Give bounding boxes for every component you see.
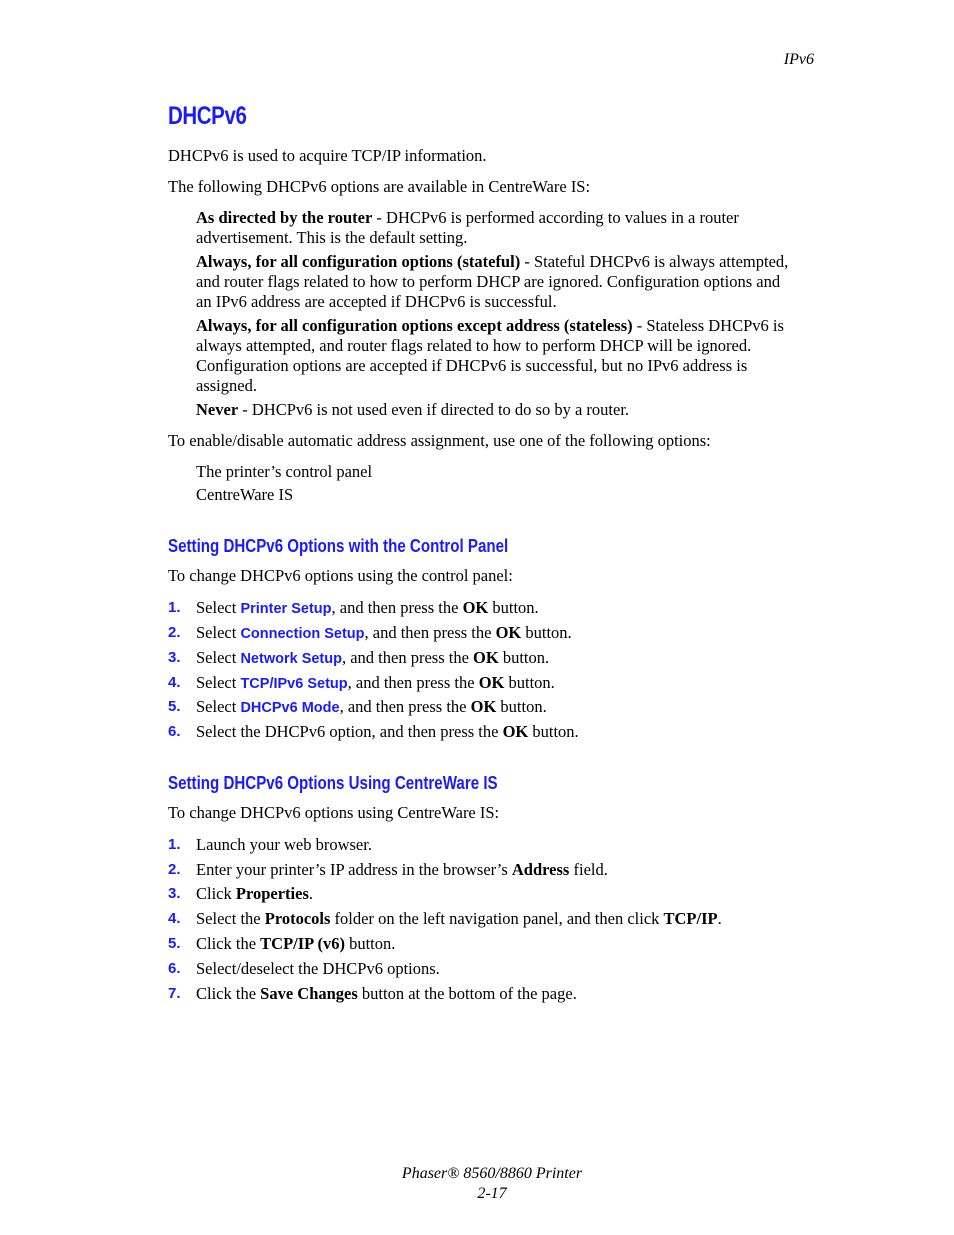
page-title: DHCPv6 (168, 102, 247, 130)
section-intro: To change DHCPv6 options using the control panel: (168, 566, 513, 585)
step-text: Select the Protocols folder on the left navigation panel, and then click TCP/IP. (196, 909, 722, 928)
step-text: Select Connection Setup, and then press the OK button. (196, 623, 572, 642)
section-heading-centreware: Setting DHCPv6 Options Using CentreWare IS (168, 773, 498, 793)
running-header: IPv6 (783, 51, 814, 68)
option-never (196, 400, 818, 420)
step-text: Click the TCP/IP (v6) button. (196, 934, 396, 953)
footer-page-number: 2-17 (477, 1185, 507, 1202)
option-stateful (196, 252, 818, 312)
step-number: 1. (168, 836, 181, 853)
step-text: Click Properties. (196, 884, 314, 903)
options-intro: The following DHCPv6 options are available in CentreWare IS: (168, 177, 591, 196)
step-number: 6. (168, 960, 181, 977)
option-desc: advertisement. This is the default setting. (196, 228, 468, 247)
option-desc: - Stateless DHCPv6 is (632, 316, 784, 335)
step-text: Select/deselect the DHCPv6 options. (196, 959, 440, 978)
step-number: 4. (168, 674, 181, 691)
ui-menu-item: DHCPv6 Mode (240, 700, 340, 716)
step-number: 3. (168, 649, 181, 666)
section-heading-control-panel: Setting DHCPv6 Options with the Control Panel (168, 536, 509, 556)
step-text: Click the Save Changes button at the bottom of the page. (196, 984, 577, 1003)
option-term: Always, for all configuration options (stateful) (196, 252, 521, 271)
option-desc: always attempted, and router flags related to how to perform DHCP will be ignored. (196, 336, 752, 355)
step-number: 6. (168, 723, 181, 740)
section-intro: To change DHCPv6 options using CentreWare IS: (168, 803, 500, 822)
step-number: 3. (168, 885, 181, 902)
step-number: 5. (168, 935, 181, 952)
step-text: Enter your printer’s IP address in the browser’s Address field. (196, 860, 608, 879)
ui-menu-item: TCP/IPv6 Setup (240, 676, 348, 692)
step-text: Select Printer Setup, and then press the OK button. (196, 598, 539, 617)
step-text: Select Network Setup, and then press the OK button. (196, 648, 550, 667)
ui-menu-item: Printer Setup (240, 601, 332, 617)
enable-option-centreware: CentreWare IS (196, 485, 294, 504)
option-desc: - Stateful DHCPv6 is always attempted, (520, 252, 789, 271)
step-number: 7. (168, 985, 181, 1002)
step-text: Launch your web browser. (196, 835, 372, 854)
option-term: Always, for all configuration options except address (stateless) (196, 316, 633, 335)
step-number: 5. (168, 698, 181, 715)
step-text: Select the DHCPv6 option, and then press the OK button. (196, 722, 579, 741)
step-number: 2. (168, 624, 181, 641)
option-router (196, 208, 818, 248)
option-stateless (196, 316, 818, 396)
ui-menu-item: Network Setup (240, 651, 342, 667)
step-number: 4. (168, 910, 181, 927)
option-desc: an IPv6 address are accepted if DHCPv6 is successful. (196, 292, 557, 311)
step-number: 1. (168, 599, 181, 616)
option-desc: - DHCPv6 is performed according to values in a router (372, 208, 739, 227)
step-text: Select TCP/IPv6 Setup, and then press the OK button. (196, 673, 555, 692)
step-text: Select DHCPv6 Mode, and then press the OK button. (196, 697, 547, 716)
footer-product: Phaser® 8560/8860 Printer (401, 1165, 583, 1182)
step-number: 2. (168, 861, 181, 878)
enable-option-control-panel: The printer’s control panel (196, 462, 373, 481)
option-desc: Configuration options are accepted if DHCPv6 is successful, but no IPv6 address is (196, 356, 748, 375)
option-desc: - DHCPv6 is not used even if directed to do so by a router. (238, 400, 630, 419)
intro-paragraph: DHCPv6 is used to acquire TCP/IP information. (168, 146, 487, 165)
option-desc: and router flags related to how to perform DHCP are ignored. Configuration options and (196, 272, 781, 291)
option-term: Never (196, 400, 239, 419)
option-desc: assigned. (196, 376, 257, 395)
option-term: As directed by the router (196, 208, 373, 227)
ui-menu-item: Connection Setup (240, 626, 365, 642)
enable-intro: To enable/disable automatic address assignment, use one of the following options: (168, 431, 711, 450)
